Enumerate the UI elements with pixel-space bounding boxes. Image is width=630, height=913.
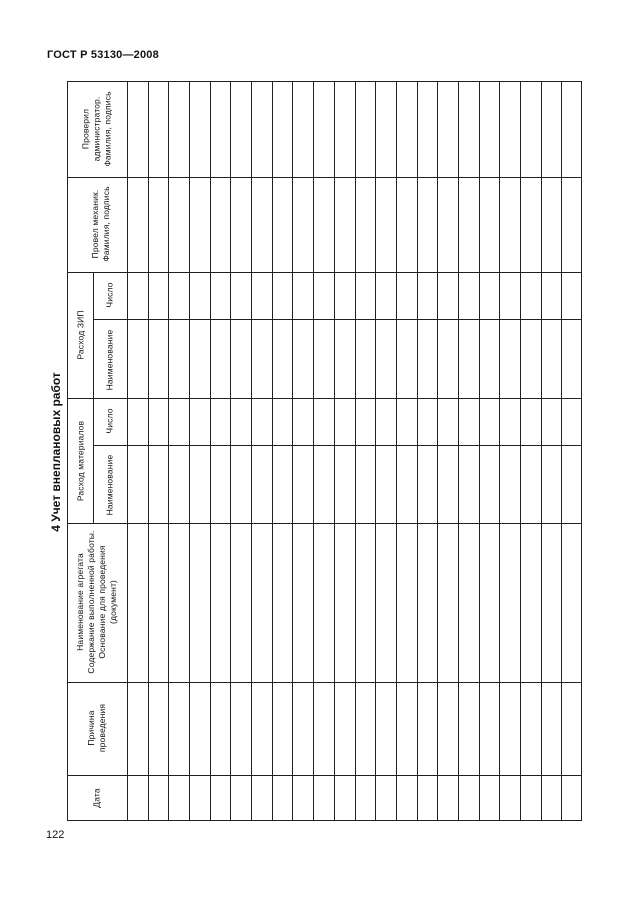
header-unit-text: Наименование агрегата Содержание выполненной работы. Основание для проведения (документ) [75,530,118,674]
row-divider [230,81,231,821]
header-mechanic-text: Провел механик. Фамилия, подпись [90,186,111,262]
header-band-edge [127,81,128,821]
row-divider [272,81,273,821]
row-divider [520,81,521,821]
row-divider [148,81,149,821]
subcolumn-divider-0 [93,319,582,320]
header-materials-group-text: Расход материалов [75,420,86,502]
row-divider [210,81,211,821]
column-divider-4 [67,682,582,683]
row-divider [561,81,562,821]
group-header-split-spare [93,272,94,398]
row-divider [292,81,293,821]
column-divider-1 [67,272,582,273]
column-divider-0 [67,177,582,178]
header-materials-count-text: Число [104,408,115,434]
row-divider [541,81,542,821]
table-border-left [67,81,68,821]
header-materials-name-text: Наименование [104,454,115,516]
row-divider [458,81,459,821]
row-divider [479,81,480,821]
table-border-bottom [67,820,582,821]
row-divider [251,81,252,821]
page-number: 122 [46,829,65,841]
column-divider-5 [67,775,582,776]
header-spare-parts-name-text: Наименование [104,329,115,391]
table-border-top [67,81,582,82]
row-divider [437,81,438,821]
subcolumn-divider-1 [93,445,582,446]
header-administrator-text: Проверил администратор. Фамилия, подпись [80,91,113,167]
column-divider-3 [67,523,582,524]
row-divider [334,81,335,821]
table-border-right [581,81,582,821]
row-divider [355,81,356,821]
row-divider [168,81,169,821]
header-spare-parts-group-text: Расход ЗИП [75,310,86,360]
header-reason-text: Причина проведения [86,703,107,753]
row-divider [396,81,397,821]
column-divider-2 [67,398,582,399]
records-table [67,81,582,821]
header-date-text: Дата [91,788,102,808]
section-title-text: 4 Учет внеплановых работ [49,372,63,532]
standard-code: ГОСТ Р 53130—2008 [47,49,159,61]
row-divider [189,81,190,821]
group-header-split-materials [93,398,94,523]
row-divider [375,81,376,821]
row-divider [313,81,314,821]
row-divider [499,81,500,821]
header-spare-parts-count-text: Число [104,282,115,308]
row-divider [417,81,418,821]
